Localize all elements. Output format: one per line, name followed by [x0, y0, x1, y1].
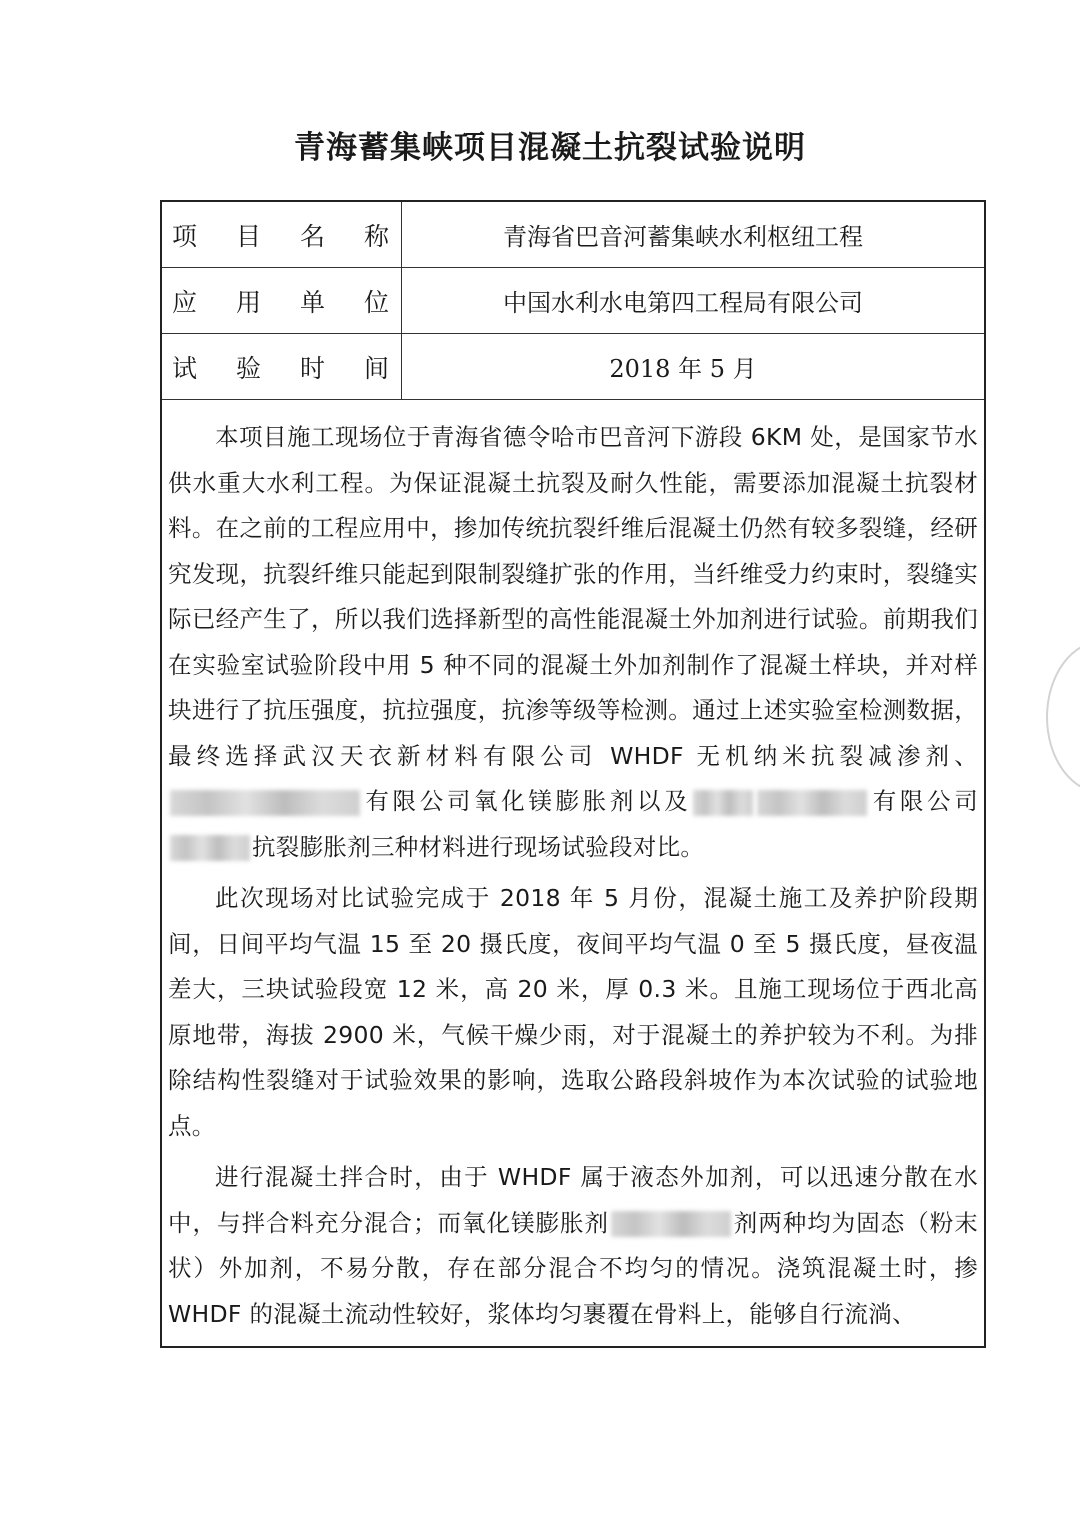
- row-applicant: [162, 268, 984, 334]
- paragraph-3: 进行混凝土拌合时，由于 WHDF 属于液态外加剂，可以迅速分散在水中，与拌合料充分混合；而氧化镁膨胀剂 剂两种均为固态（粉末状）外加剂，不易分散，存在部分混合不均匀的情况。浇筑混凝土时，掺 WHDF 的混凝土流动性较好，浆体均匀裹覆在骨料上，能够自行流淌、: [168, 1163, 978, 1328]
- page-title: 青海蓄集峡项目混凝土抗裂试验说明: [294, 130, 806, 166]
- redacted-block: [611, 1211, 731, 1237]
- redacted-block: [693, 790, 753, 816]
- paragraph-2: 此次现场对比试验完成于 2018 年 5 月份，混凝土施工及养护阶段期间，日间平均气温 15 至 20 摄氏度，夜间平均气温 0 至 5 摄氏度，昼夜温差大，三块试验段宽 12 米，高 20 米，厚 0.3 米。且施工现场位于西北高原地带，海拔 2900 米，气候干燥少雨，对于混凝土的养护较为不利。为排除结构性裂缝对于试验效果的影响，选取公路段斜坡作为本次试验的试验地点。: [168, 884, 978, 1140]
- redacted-block: [170, 790, 360, 816]
- test-date-label: 试 验 时 间: [162, 334, 402, 399]
- info-table: [160, 200, 986, 1348]
- project-name-value: 青海省巴音河蓄集峡水利枢纽工程: [503, 223, 863, 251]
- row-test-date: [162, 334, 984, 400]
- applicant-value: 中国水利水电第四工程局有限公司: [503, 289, 863, 317]
- paragraph-1: 本项目施工现场位于青海省德令哈市巴音河下游段 6KM 处，是国家节水供水重大水利工程。为保证混凝土抗裂及耐久性能，需要添加混凝土抗裂材料。在之前的工程应用中，掺加传统抗裂纤维后混凝土仍然有较多裂缝，经研究发现，抗裂纤维只能起到限制裂缝扩张的作用，当纤维受力约束时，裂缝实际已经产生了，所以我们选择新型的高性能混凝土外加剂进行试验。前期我们在实验室试验阶段中用 5 种不同的混凝土外加剂制作了混凝土样块，并对样块进行了抗压强度，抗拉强度，抗渗等级等检测。通过上述实验室检测数据，最终选择武汉天衣新材料有限公司 WHDF 无机纳米抗裂减渗剂、有限公司氧化镁膨胀剂以及 有限公司抗裂膨胀剂三种材料进行现场试验段对比。: [168, 423, 978, 861]
- project-name-label: 项 目 名 称: [162, 202, 402, 267]
- seal-stamp-partial: [1046, 640, 1080, 794]
- description-body: [168, 415, 978, 1337]
- applicant-label: 应 用 单 位: [162, 268, 402, 333]
- redacted-block: [757, 790, 867, 816]
- test-date-value: 2018 年 5 月: [609, 355, 757, 383]
- row-project-name: [162, 202, 984, 268]
- redacted-block: [170, 835, 250, 861]
